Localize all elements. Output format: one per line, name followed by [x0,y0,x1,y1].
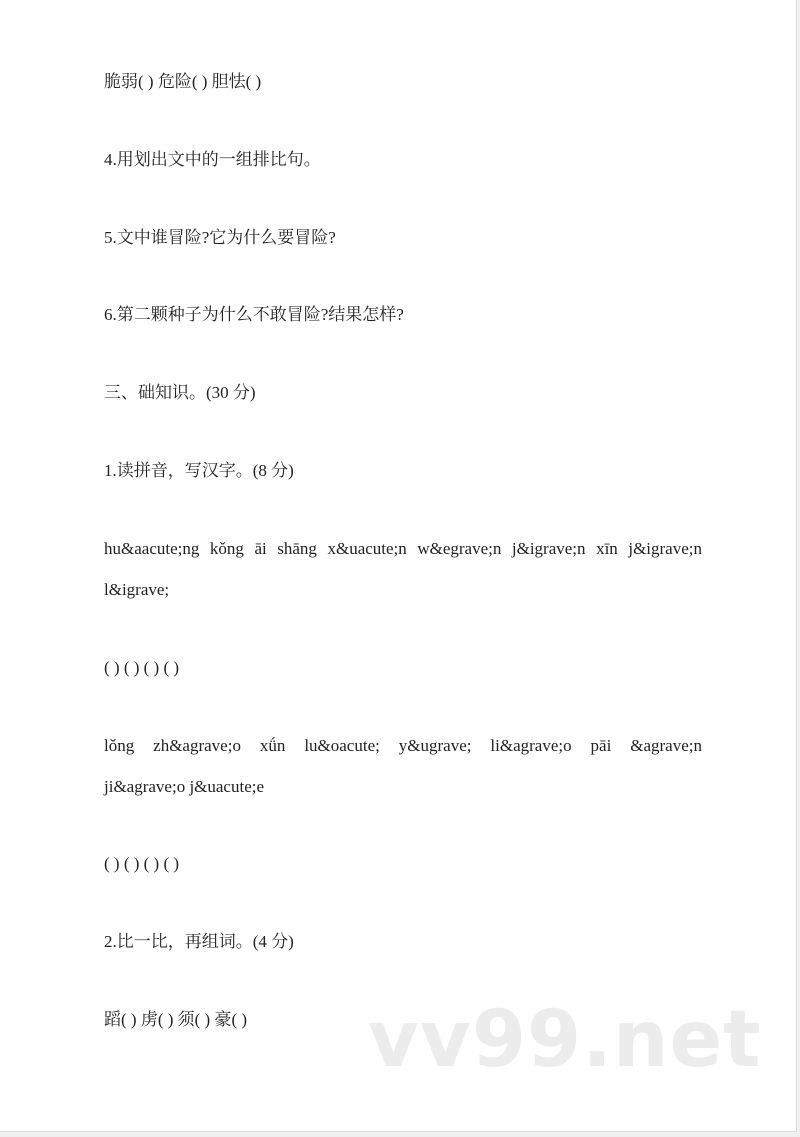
question-5: 5.文中谁冒险?它为什么要冒险? [104,228,336,247]
question-2-heading: 2.比一比，再组词。(4 分) [104,932,294,951]
pinyin-line-1-cont: l&igrave; [104,580,170,599]
section-3-heading: 三、础知识。(30 分) [104,383,256,402]
vocab-line: 脆弱( ) 危险( ) 胆怯( ) [104,72,262,91]
answer-blanks-1: ( ) ( ) ( ) ( ) [104,658,180,677]
answer-blanks-2: ( ) ( ) ( ) ( ) [104,854,180,873]
pinyin-line-1: hu&aacute;ng kǒng āi shāng x&uacute;n w&egrave;n j&igrave;n xīn j&igrave;n [104,539,702,558]
question-1-heading: 1.读拼音，写汉字。(8 分) [104,461,294,480]
watermark: vv99.net [368,995,762,1085]
pinyin-line-2-cont: ji&agrave;o j&uacute;e [104,777,265,796]
question-4: 4.用划出文中的一组排比句。 [104,150,321,169]
question-6: 6.第二颗种子为什么不敢冒险?结果怎样? [104,305,404,324]
pinyin-line-2: lǒng zh&agrave;o xǘn lu&oacute; y&ugrave; li&agrave;o pāi &agrave;n [104,736,702,755]
compare-words-line: 蹈( ) 虏( ) 须( ) 豪( ) [104,1010,248,1029]
